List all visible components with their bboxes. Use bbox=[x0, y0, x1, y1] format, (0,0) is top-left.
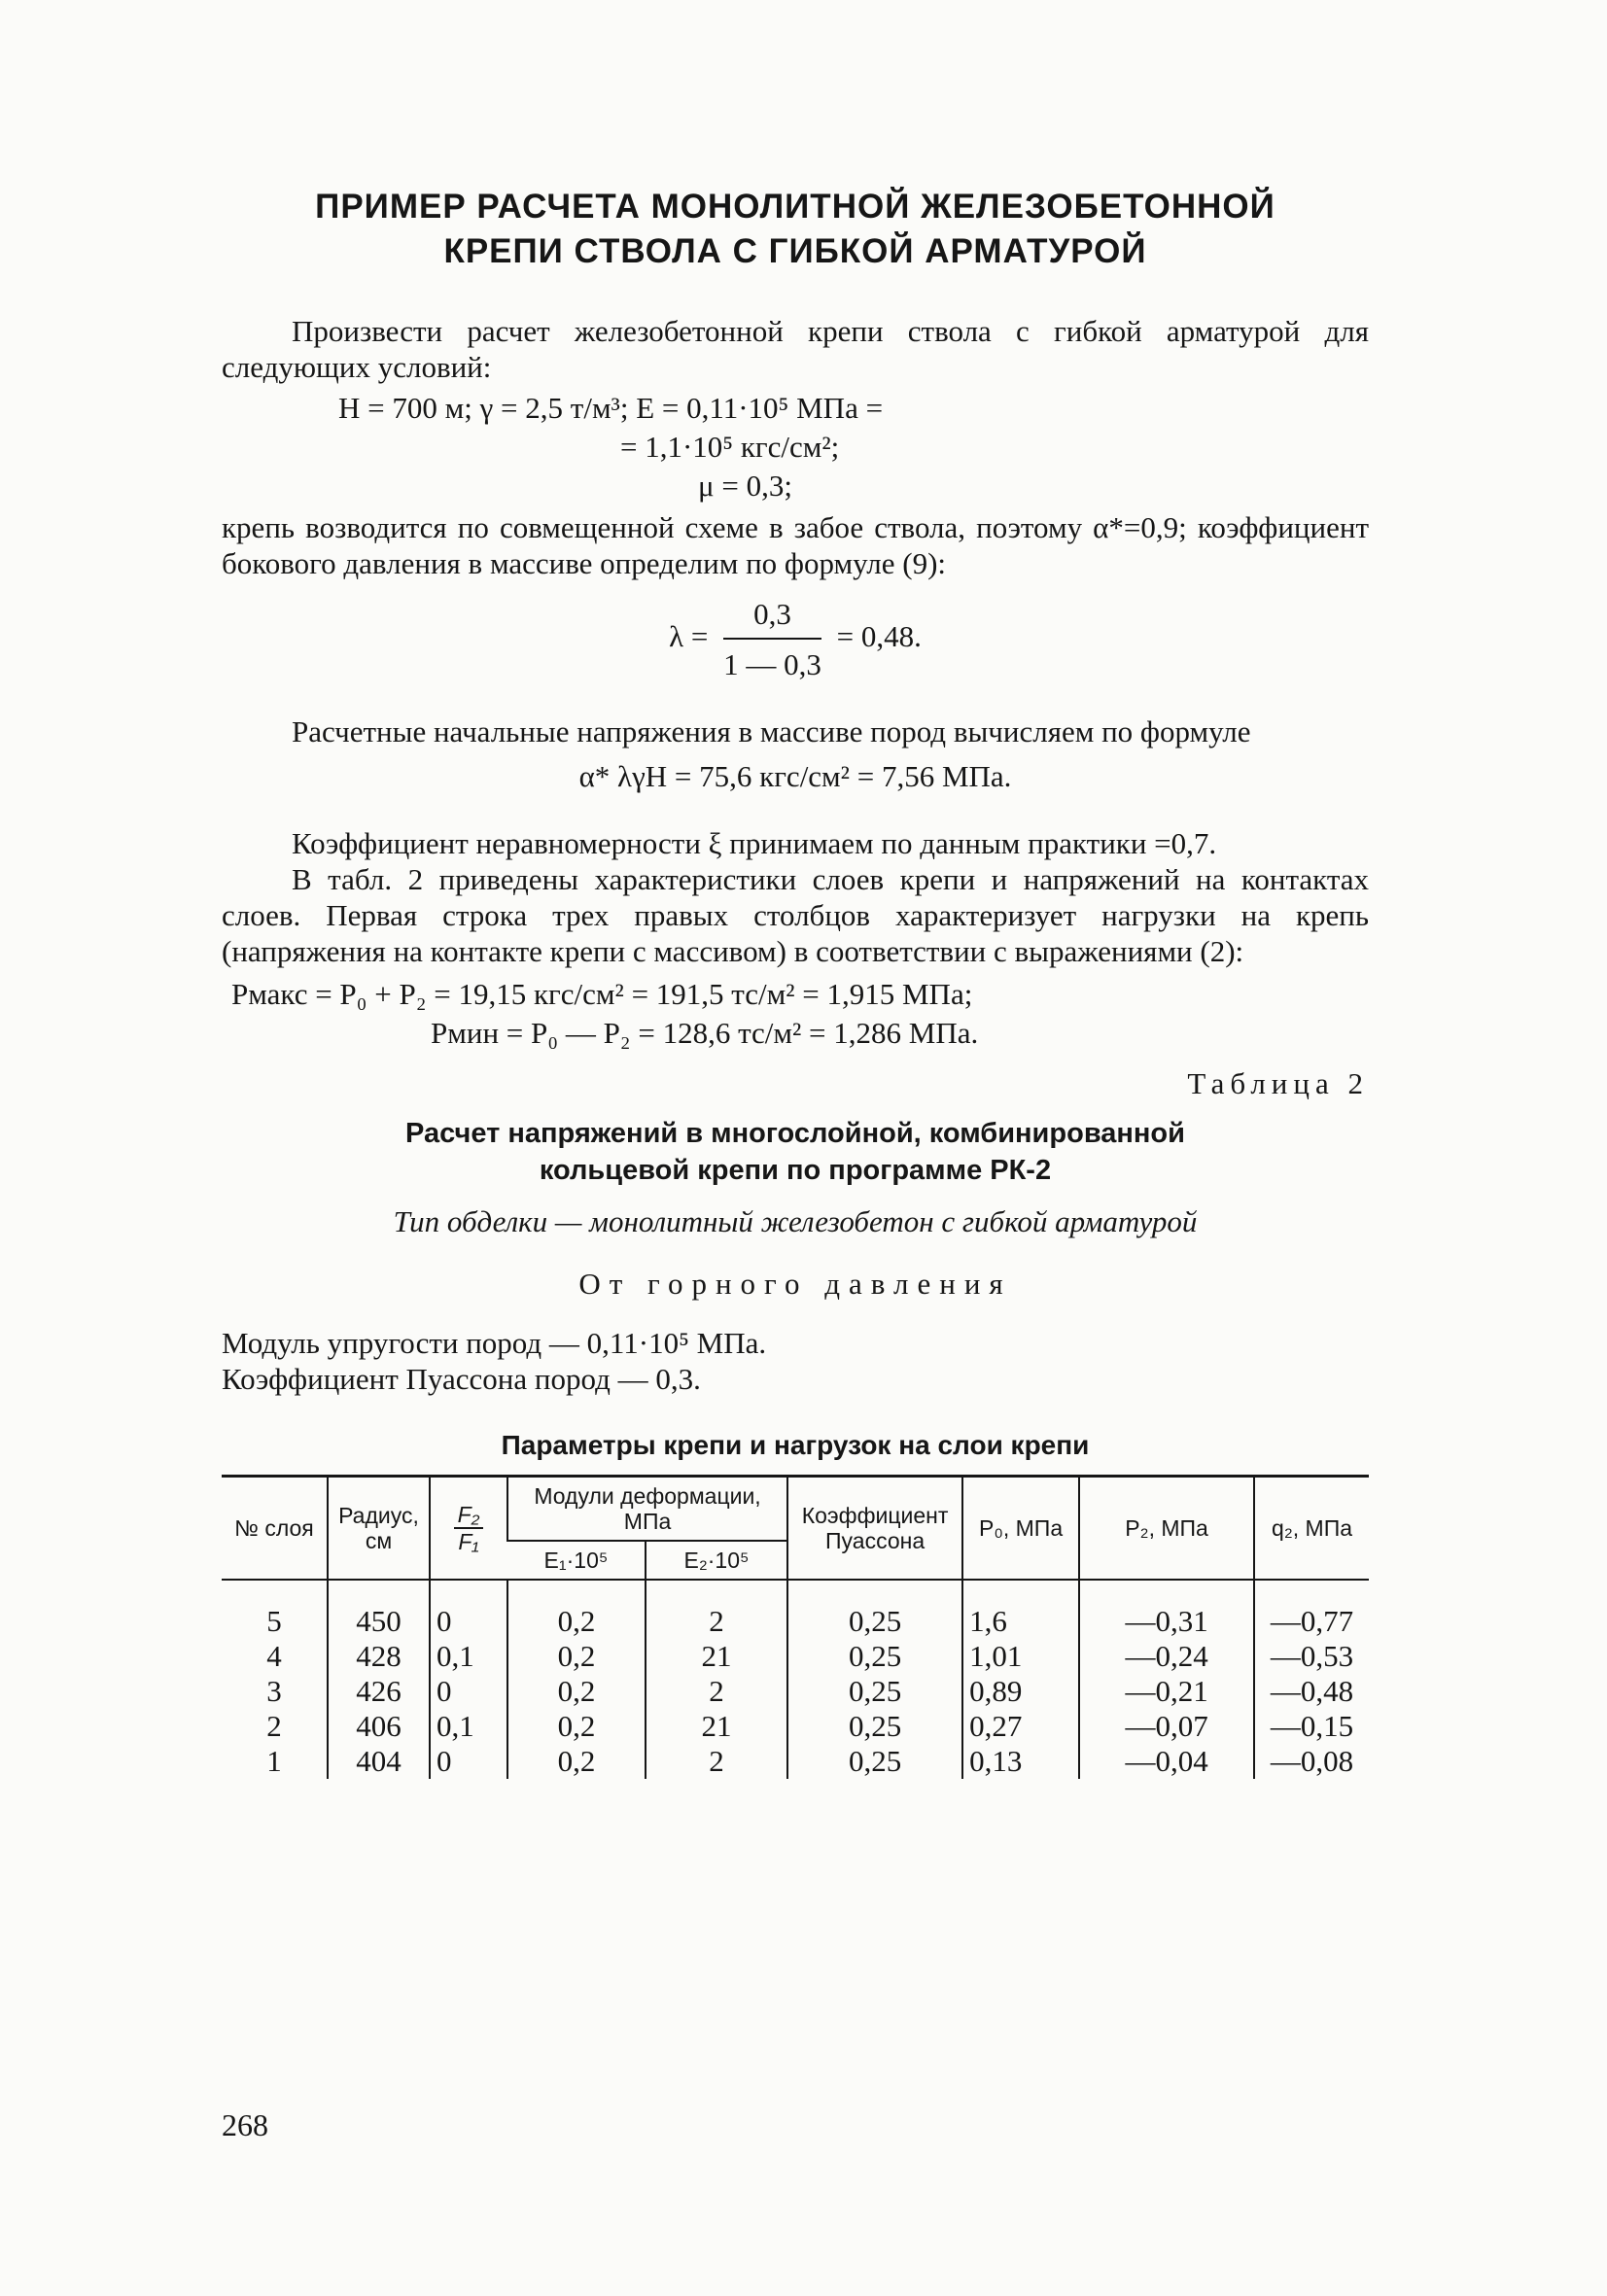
lambda-numerator: 0,3 bbox=[723, 595, 821, 640]
table-row bbox=[222, 1674, 1369, 1709]
pmin-formula: Pмин = P₀ — P₂ = 128,6 тс/м² = 1,286 МПа. bbox=[431, 1016, 979, 1050]
conditions-formula bbox=[222, 389, 1369, 505]
pressure-formulas bbox=[222, 975, 1369, 1053]
cell-poisson: 0,25 bbox=[787, 1744, 962, 1779]
cell-p2: —0,31 bbox=[1079, 1580, 1254, 1639]
intro-paragraph: Произвести расчет железобетонной крепи ствола с гибкой арматурой для следующих условий: bbox=[222, 314, 1369, 384]
title-line-1: ПРИМЕР РАСЧЕТА МОНОЛИТНОЙ ЖЕЛЕЗОБЕТОННОЙ bbox=[315, 188, 1275, 226]
header-e1: E₁·10⁵ bbox=[507, 1541, 646, 1580]
cell-poisson: 0,25 bbox=[787, 1709, 962, 1744]
cell-q2: —0,15 bbox=[1254, 1709, 1369, 1744]
page-title bbox=[222, 185, 1369, 274]
header-layer: № слоя bbox=[222, 1477, 328, 1581]
cell-e2: 2 bbox=[646, 1674, 787, 1709]
table-subtitle: Тип обделки — монолитный железобетон с гибкой арматурой bbox=[393, 1204, 1198, 1238]
cell-q2: —0,77 bbox=[1254, 1580, 1369, 1639]
header-poisson: Коэффициент Пуассона bbox=[787, 1477, 962, 1581]
header-ratio-num: F₂ bbox=[454, 1502, 484, 1529]
lambda-lhs: λ = bbox=[669, 619, 709, 654]
cell-e1: 0,2 bbox=[507, 1744, 646, 1779]
modulus-line: Модуль упругости пород — 0,11·10⁵ МПа. bbox=[222, 1326, 767, 1360]
cell-p2: —0,07 bbox=[1079, 1709, 1254, 1744]
cell-layer: 3 bbox=[266, 1674, 282, 1708]
cell-ratio: 0,1 bbox=[430, 1639, 507, 1674]
cell-radius: 406 bbox=[328, 1709, 430, 1744]
table-title-line-1: Расчет напряжений в многослойной, комбинированной bbox=[405, 1118, 1185, 1149]
table-title bbox=[222, 1115, 1369, 1189]
cell-e2: 21 bbox=[646, 1709, 787, 1744]
paragraph-2: крепь возводится по совмещенной схеме в забое ствола, поэтому α*=0,9; коэффициент бокового давления в массиве определим по формуле (9): bbox=[222, 510, 1369, 580]
cell-ratio: 0 bbox=[430, 1580, 507, 1639]
table-row bbox=[222, 1709, 1369, 1744]
conditions-line-2: = 1,1·10⁵ кгс/см²; bbox=[620, 430, 840, 464]
cell-layer: 1 bbox=[266, 1744, 282, 1778]
cell-e1: 0,2 bbox=[507, 1639, 646, 1674]
cell-p0: 0,13 bbox=[962, 1744, 1079, 1779]
header-e2: E₂·10⁵ bbox=[646, 1541, 787, 1580]
pmax-formula: Pмакс = P₀ + P₂ = 19,15 кгс/см² = 191,5 тс/м² = 1,915 МПа; bbox=[231, 977, 973, 1011]
header-radius: Радиус, см bbox=[328, 1477, 430, 1581]
header-p2: P₂, МПа bbox=[1079, 1477, 1254, 1581]
paragraph-4: Коэффициент неравномерности ξ принимаем по данным практики =0,7. bbox=[292, 826, 1217, 860]
cell-ratio: 0,1 bbox=[430, 1709, 507, 1744]
cell-p2: —0,24 bbox=[1079, 1639, 1254, 1674]
cell-ratio: 0 bbox=[430, 1744, 507, 1779]
header-ratio bbox=[430, 1477, 507, 1581]
conditions-line-1: H = 700 м; γ = 2,5 т/м³; E = 0,11·10⁵ МПа = bbox=[338, 391, 884, 425]
params-table-title: Параметры крепи и нагрузок на слои крепи bbox=[501, 1430, 1090, 1460]
cell-e1: 0,2 bbox=[507, 1709, 646, 1744]
table-row bbox=[222, 1639, 1369, 1674]
cell-q2: —0,53 bbox=[1254, 1639, 1369, 1674]
cell-poisson: 0,25 bbox=[787, 1580, 962, 1639]
cell-e2: 2 bbox=[646, 1580, 787, 1639]
cell-p0: 1,01 bbox=[962, 1639, 1079, 1674]
cell-e1: 0,2 bbox=[507, 1674, 646, 1709]
cell-ratio: 0 bbox=[430, 1674, 507, 1709]
lambda-fraction bbox=[723, 595, 821, 684]
table-title-line-2: кольцевой крепи по программе РК-2 bbox=[539, 1155, 1052, 1186]
cell-radius: 428 bbox=[328, 1639, 430, 1674]
cell-e2: 21 bbox=[646, 1639, 787, 1674]
cell-radius: 404 bbox=[328, 1744, 430, 1779]
header-q2: q₂, МПа bbox=[1254, 1477, 1369, 1581]
lambda-formula bbox=[222, 595, 1369, 684]
cell-radius: 450 bbox=[328, 1580, 430, 1639]
cell-layer: 4 bbox=[266, 1639, 282, 1673]
cell-p0: 1,6 bbox=[962, 1580, 1079, 1639]
header-moduli: Модули деформации, МПа bbox=[507, 1477, 787, 1542]
cell-q2: —0,48 bbox=[1254, 1674, 1369, 1709]
cell-radius: 426 bbox=[328, 1674, 430, 1709]
cell-e1: 0,2 bbox=[507, 1580, 646, 1639]
page-body bbox=[222, 185, 1369, 1779]
cell-e2: 2 bbox=[646, 1744, 787, 1779]
paragraph-5: В табл. 2 приведены характеристики слоев крепи и напряжений на контактах слоев. Первая строка трех правых столбцов характеризует нагрузки на крепь (напряжения на контакте крепи с массивом) в соответствии с выражениями (2): bbox=[222, 862, 1369, 968]
table-row bbox=[222, 1744, 1369, 1779]
lambda-rhs: = 0,48. bbox=[836, 619, 922, 654]
lambda-denominator: 1 — 0,3 bbox=[723, 647, 821, 681]
cell-layer: 5 bbox=[266, 1604, 282, 1638]
page-number: 268 bbox=[222, 2107, 268, 2142]
params-table-body bbox=[222, 1580, 1369, 1779]
cell-p0: 0,27 bbox=[962, 1709, 1079, 1744]
cell-p2: —0,04 bbox=[1079, 1744, 1254, 1779]
table-row bbox=[222, 1580, 1369, 1639]
cell-p2: —0,21 bbox=[1079, 1674, 1254, 1709]
header-ratio-den: F₁ bbox=[458, 1529, 479, 1554]
stress-formula: α* λγH = 75,6 кгс/см² = 7,56 МПа. bbox=[578, 759, 1012, 793]
cell-poisson: 0,25 bbox=[787, 1639, 962, 1674]
cell-poisson: 0,25 bbox=[787, 1674, 962, 1709]
cell-layer: 2 bbox=[266, 1709, 282, 1743]
params-table bbox=[222, 1475, 1369, 1779]
header-p0: P₀, МПа bbox=[962, 1477, 1079, 1581]
section-heading: От горного давления bbox=[578, 1267, 1012, 1301]
table-label: Таблица 2 bbox=[1187, 1066, 1369, 1100]
poisson-line: Коэффициент Пуассона пород — 0,3. bbox=[222, 1362, 701, 1396]
cell-p0: 0,89 bbox=[962, 1674, 1079, 1709]
title-line-2: КРЕПИ СТВОЛА С ГИБКОЙ АРМАТУРОЙ bbox=[443, 232, 1147, 270]
paragraph-3: Расчетные начальные напряжения в массиве пород вычисляем по формуле bbox=[292, 714, 1251, 748]
conditions-line-3: μ = 0,3; bbox=[698, 469, 792, 503]
cell-q2: —0,08 bbox=[1254, 1744, 1369, 1779]
